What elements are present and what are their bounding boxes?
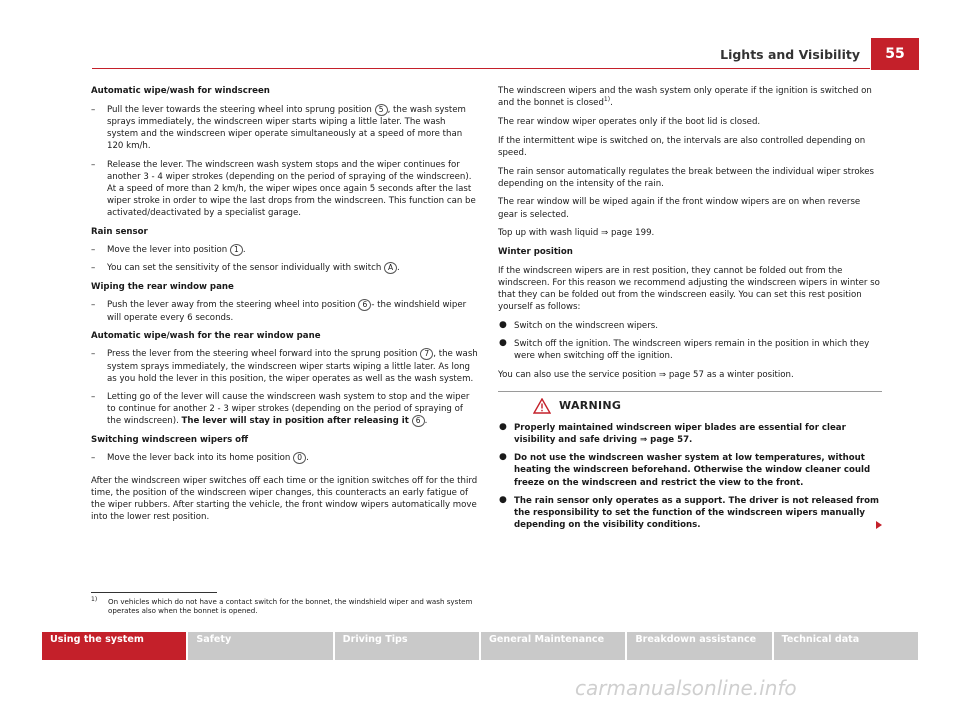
dash-marker: – <box>91 245 96 256</box>
tab-general-maintenance[interactable]: General Maintenance <box>481 632 625 660</box>
tab-safety[interactable]: Safety <box>188 632 332 660</box>
header-divider <box>92 68 870 69</box>
paragraph: If the windscreen wipers are in rest position, they cannot be folded out from the windscreen. For this reason we recommend adjusting the windscreen wipers in winter so that they can be folded out from the windscreen easily. You can set this rest position yourself as follows: <box>498 265 880 313</box>
bullet-dot: ● <box>499 421 507 432</box>
section-heading-wipers-off: Switching windscreen wipers off <box>91 434 249 445</box>
page-link-paragraph[interactable]: Top up with wash liquid ⇒ page 199. <box>498 228 655 239</box>
warning-bullet: ● The rain sensor only operates as a support. The driver is not released from the responsibility to set the function of the windscreen wipers manually depending on the visibility conditions. <box>498 495 882 532</box>
list-item: – Pull the lever towards the steering wheel into sprung position 5 , the wash system sprays immediately, the windscreen wiper starts wiping a little later. The wash system and the windscreen wiper operate simultaneously at a speed of more than 120 km/h. <box>91 104 466 152</box>
paragraph: The rear window wiper operates only if the boot lid is closed. <box>498 116 761 127</box>
switch-ref-badge: A <box>384 262 397 274</box>
dash-marker: – <box>91 104 96 115</box>
footnote-ref[interactable]: 1) <box>603 96 611 104</box>
bullet-item: ● Switch off the ignition. The windscreen wipers remain in the position in which they were when switching off the ignition. <box>499 338 870 362</box>
dash-marker: – <box>91 392 96 403</box>
section-heading-rain-sensor: Rain sensor <box>91 226 148 237</box>
section-heading-winter-position: Winter position <box>498 247 573 258</box>
warning-header <box>498 398 882 414</box>
footnote-mark: 1) <box>91 596 98 603</box>
position-ref-badge: 1 <box>230 244 243 256</box>
watermark: carmanualsonline.info <box>575 676 797 700</box>
position-ref-badge: 0 <box>293 452 306 464</box>
tab-using-the-system[interactable]: Using the system <box>42 632 186 660</box>
list-item: – Move the lever back into its home position 0 . <box>91 453 309 464</box>
list-item: – Move the lever into position 1 . <box>91 245 246 256</box>
section-heading-rear-window: Wiping the rear window pane <box>91 281 234 292</box>
bullet-dot: ● <box>499 338 507 349</box>
list-item: – Letting go of the lever will cause the windscreen wash system to stop and the wiper to continue for another 2 - 3 wiper strokes (depending on the period of spraying of the windscreen). The lever will stay in position after releasing it 6 . <box>91 392 470 427</box>
left-column <box>91 85 478 530</box>
list-item: – You can set the sensitivity of the sensor individually with switch A . <box>91 263 400 274</box>
footnote-text: On vehicles which do not have a contact switch for the bonnet, the windshield wiper and wash system operates also when the bonnet is opened. <box>108 597 473 615</box>
list-item: – Release the lever. The windscreen wash system stops and the wiper continues for another 3 - 4 wiper strokes (depending on the period of spraying of the windscreen). At a speed of more than 2 km/h, the wiper wipes once again 5 seconds after the last wiper stroke in order to wipe the last drops from the windscreen. This function can be activated/deactivated by a specialist garage. <box>91 159 476 219</box>
dash-marker: – <box>91 263 96 274</box>
position-ref-badge: 6 <box>358 299 371 311</box>
bullet-dot: ● <box>499 320 507 331</box>
paragraph: The windscreen wipers and the wash system only operate if the ignition is switched on and the bonnet is closed$^{1)}$. <box>498 86 872 109</box>
list-item: – Push the lever away from the steering wheel into position 6 - the windshield wiper will operate every 6 seconds. <box>91 300 467 323</box>
section-heading-rear-wipe-wash: Automatic wipe/wash for the rear window pane <box>91 330 321 341</box>
footnote-divider <box>91 592 217 593</box>
position-ref-badge: 5 <box>375 104 388 116</box>
warning-title: WARNING <box>559 398 622 412</box>
paragraph: After the windscreen wiper switches off each time or the ignition switches off for the third time, the position of the windscreen wiper changes, this counteracts an early fatigue of the wiper rubbers. After starting the vehicle, the front window wipers automatically move into the lower rest position. <box>91 475 478 523</box>
tab-driving-tips[interactable]: Driving Tips <box>335 632 479 660</box>
warning-box <box>498 391 882 532</box>
bullet-item: ● Switch on the windscreen wipers. <box>499 320 658 332</box>
right-column <box>498 85 882 537</box>
page-header-title: Lights and Visibility <box>720 47 860 62</box>
page-number: 55 <box>871 38 919 70</box>
bullet-dot: ● <box>499 452 507 463</box>
position-ref-badge: 7 <box>420 348 433 360</box>
continue-arrow-icon <box>876 521 882 529</box>
page-link-paragraph[interactable]: You can also use the service position ⇒ page 57 as a winter position. <box>498 369 794 380</box>
list-item: – Press the lever from the steering wheel forward into the sprung position 7 , the wash system sprays immediately, the windscreen wiper starts wiping a little later. As long as you hold the lever in this position, the wiper operates as well as the wash system. <box>91 349 478 384</box>
chapter-nav <box>42 632 918 660</box>
dash-marker: – <box>91 300 96 311</box>
paragraph: If the intermittent wipe is switched on, the intervals are also controlled depending on speed. <box>498 135 866 158</box>
dash-marker: – <box>91 159 96 170</box>
warning-triangle-icon <box>533 398 551 414</box>
position-ref-badge: 6 <box>412 415 425 427</box>
dash-marker: – <box>91 453 96 464</box>
footnote <box>91 597 491 615</box>
warning-bullet: ● Do not use the windscreen washer system at low temperatures, without heating the windscreen beforehand. Otherwise the window cleaner could freeze on the windscreen and restrict the view to the front. <box>499 452 871 488</box>
warning-bullet: ● Properly maintained windscreen wiper blades are essential for clear visibility and safe driving ⇒ page 57. <box>499 421 846 446</box>
section-heading-auto-wipe-wash: Automatic wipe/wash for windscreen <box>91 86 270 96</box>
paragraph: The rain sensor automatically regulates the break between the individual wiper strokes depending on the intensity of the rain. <box>498 166 875 189</box>
dash-marker: – <box>91 349 96 360</box>
bullet-dot: ● <box>499 494 507 505</box>
tab-breakdown-assistance[interactable]: Breakdown assistance <box>627 632 771 660</box>
paragraph: The rear window will be wiped again if the front window wipers are on when reverse gear is selected. <box>498 197 861 220</box>
tab-technical-data[interactable]: Technical data <box>774 632 918 660</box>
